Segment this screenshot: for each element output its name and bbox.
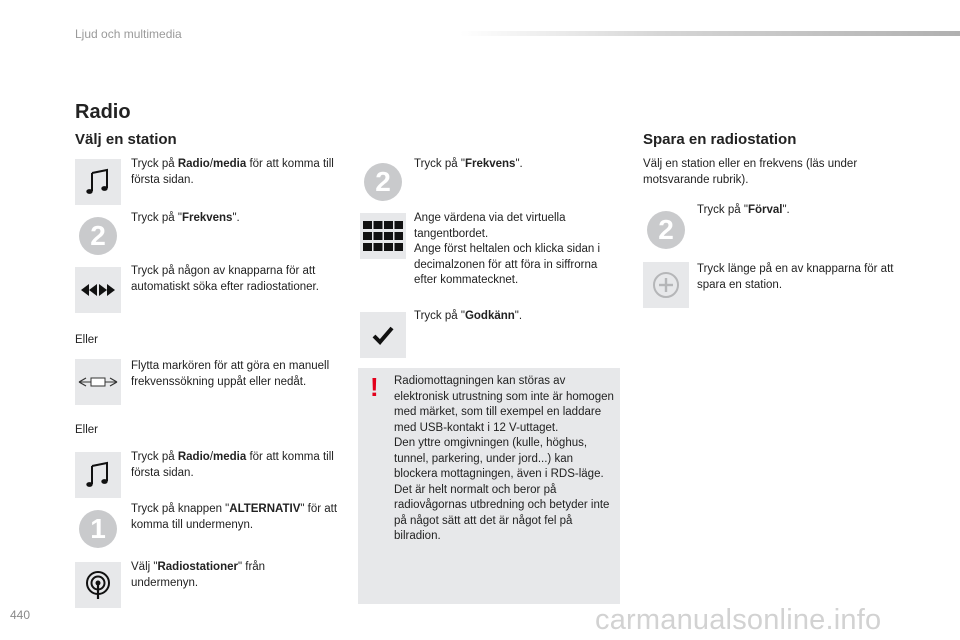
seek-buttons-icon [75, 267, 121, 313]
page-number: 440 [10, 608, 31, 622]
running-header: Ljud och multimedia [75, 27, 182, 41]
warning-icon: ! [370, 372, 379, 402]
music-note-icon [75, 159, 121, 205]
step-radio-media-1: Tryck på Radio/media för att komma till första sidan. [131, 158, 334, 186]
step-alternativ: Tryck på knappen "ALTERNATIV" för att komma till undermenyn. [131, 503, 338, 531]
step-frekvens-middle: Tryck på "Frekvens". [414, 158, 523, 170]
header-rule [460, 31, 960, 36]
save-intro: Välj en station eller en frekvens (läs under motsvarande rubrik). [643, 158, 858, 186]
section-heading-select-station: Välj en station [75, 131, 177, 148]
or-label-2: Eller [75, 424, 99, 436]
music-note-icon [75, 452, 121, 498]
step-godkann: Tryck på "Godkänn". [414, 310, 523, 322]
step-radio-media-2: Tryck på Radio/media för att komma till första sidan. [131, 451, 334, 479]
section-heading-save-station: Spara en radiostation [643, 131, 797, 148]
step-frekvens: Tryck på "Frekvens". [131, 212, 240, 224]
step-radiostationer: Välj "Radiostationer" från undermenyn. [131, 561, 266, 589]
step-badge-2: 2 [75, 213, 121, 259]
watermark: carmanualsonline.info [595, 604, 882, 636]
step-long-press: Tryck länge på en av knapparna för att spara en station. [697, 263, 894, 291]
frequency-slider-icon [75, 359, 121, 405]
step-forval: Tryck på "Förval". [697, 204, 790, 216]
radio-station-icon [75, 562, 121, 608]
page-title: Radio [75, 101, 131, 123]
step-auto-seek: Tryck på någon av knapparna för att automatiskt söka efter radiostationer. [131, 265, 319, 293]
keypad-icon [360, 213, 406, 259]
warning-text: Radiomottagningen kan störas av elektronisk utrustning som inte är homogen med märket, som till exempel en laddare med USB-kontakt i 12 V-uttaget. Den yttre omgivningen (kulle, höghus, tunnel, parkering, under jord...) kan blockera mottagningen, även i RDS-läge. Det är helt normalt och beror på radiovågornas utbredning och betyder inte på något sätt att det är något fel på bilradion. [394, 375, 614, 542]
step-badge-2: 2 [360, 159, 406, 205]
step-badge-1: 1 [75, 506, 121, 552]
step-badge-2: 2 [643, 207, 689, 253]
preset-add-icon [643, 262, 689, 308]
step-manual-seek: Flytta markören för att göra en manuell frekvenssökning uppåt eller nedåt. [131, 360, 330, 388]
or-label-1: Eller [75, 334, 99, 346]
step-virtual-keyboard: Ange värdena via det virtuella tangentbordet. Ange först heltalen och klicka sidan i decimalzonen för att föra in siffrorna efter kommatecknet. [414, 212, 601, 286]
checkmark-icon [360, 312, 406, 358]
